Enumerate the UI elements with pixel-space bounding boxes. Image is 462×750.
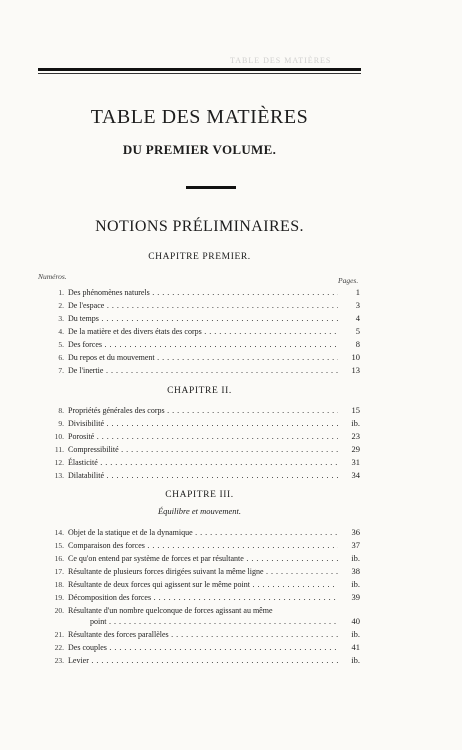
entry-page: 41: [351, 642, 360, 652]
toc-entry: [36, 417, 360, 430]
entry-page: 10: [351, 352, 360, 362]
entry-number: 14.: [54, 528, 64, 537]
entry-page: 31: [351, 457, 360, 467]
toc-entry: [36, 443, 360, 456]
entry-number: 18.: [54, 580, 64, 589]
entry-number: 9.: [58, 419, 64, 428]
toc-list-chapter-3: [36, 526, 360, 667]
entry-number: 12.: [54, 458, 64, 467]
entry-page: 29: [351, 444, 360, 454]
entry-title: De l'espace: [68, 301, 105, 310]
page-subtitle: DU PREMIER VOLUME.: [122, 142, 277, 157]
entry-page: 4: [355, 313, 360, 323]
toc-entry: [36, 552, 360, 565]
toc-entry: [36, 526, 360, 539]
entry-title: Du temps: [68, 314, 99, 323]
entry-number: 20.: [54, 606, 64, 615]
entry-page: ib.: [351, 629, 360, 639]
entry-page: 37: [351, 540, 360, 550]
entry-page: ib.: [351, 579, 360, 589]
entry-number: 3.: [58, 314, 64, 323]
toc-entry: [36, 430, 360, 443]
entry-page: 1: [355, 287, 360, 297]
entry-number: 2.: [58, 301, 64, 310]
entry-number: 6.: [58, 353, 64, 362]
toc-list-chapter-2: [36, 404, 360, 482]
chapter-heading: CHAPITRE II.: [167, 386, 232, 396]
column-label-numbers: Numéros.: [38, 272, 67, 281]
entry-page: 38: [351, 566, 360, 576]
toc-entry: [36, 299, 360, 312]
entry-number: 1.: [58, 288, 64, 297]
entry-number: 21.: [54, 630, 64, 639]
toc-entry: [36, 338, 360, 351]
entry-title: Propriétés générales des corps: [68, 406, 165, 415]
page-title: TABLE DES MATIÈRES: [90, 106, 309, 128]
toc-entry: [36, 286, 360, 299]
entry-title: De la matière et des divers états des corps: [68, 327, 202, 336]
toc-entry: [36, 539, 360, 552]
toc-entry: [36, 469, 360, 482]
toc-entry: [36, 591, 360, 604]
entry-page: 40: [351, 616, 360, 626]
entry-title: Des phénomènes naturels: [68, 288, 150, 297]
toc-entry: [36, 351, 360, 364]
entry-title: Résultante de deux forces qui agissent sur le même point: [68, 580, 250, 589]
entry-title: Résultante de plusieurs forces dirigées suivant la même ligne: [68, 567, 264, 576]
entry-page: 23: [351, 431, 360, 441]
ornamental-rule: [186, 186, 236, 189]
entry-title: Ce qu'on entend par système de forces et par résultante: [68, 554, 244, 563]
entry-title: Porosité: [68, 432, 95, 441]
toc-entry: [36, 578, 360, 591]
entry-number: 15.: [54, 541, 64, 550]
entry-page: 15: [351, 405, 360, 415]
toc-entry: [36, 654, 360, 667]
toc-entry: [36, 364, 360, 377]
entry-title: Des couples: [68, 643, 107, 652]
entry-number: 13.: [54, 471, 64, 480]
entry-title: De l'inertie: [68, 366, 104, 375]
entry-title: Divisibilité: [68, 419, 104, 428]
section-title: NOTIONS PRÉLIMINAIRES.: [95, 218, 304, 235]
entry-title: point: [90, 617, 107, 626]
entry-number: 7.: [58, 366, 64, 375]
entry-title: Des forces: [68, 340, 102, 349]
entry-page: 3: [355, 300, 360, 310]
entry-page: 8: [355, 339, 360, 349]
toc-list-chapter-1: [36, 286, 360, 377]
entry-page: ib.: [351, 418, 360, 428]
entry-number: 5.: [58, 340, 64, 349]
entry-title: Levier: [68, 656, 89, 665]
top-rule-thin: [38, 73, 361, 74]
entry-number: 23.: [54, 656, 64, 665]
entry-number: 16.: [54, 554, 64, 563]
running-head: TABLE DES MATIÈRES: [230, 56, 332, 65]
entry-page: ib.: [351, 553, 360, 563]
chapter-heading: CHAPITRE PREMIER.: [148, 252, 251, 262]
entry-number: 4.: [58, 327, 64, 336]
entry-page: 39: [351, 592, 360, 602]
entry-title: Dilatabilité: [68, 471, 104, 480]
toc-entry: [36, 456, 360, 469]
column-label-pages: Pages.: [338, 276, 359, 285]
toc-entry: [36, 312, 360, 325]
entry-number: 22.: [54, 643, 64, 652]
toc-entry: [36, 565, 360, 578]
entry-page: 5: [355, 326, 360, 336]
entry-title: Décomposition des forces: [68, 593, 152, 602]
entry-number: 11.: [54, 445, 64, 454]
entry-page: 34: [351, 470, 360, 480]
entry-number: 10.: [54, 432, 64, 441]
entry-title: Compressibilité: [68, 445, 119, 454]
top-rule: [38, 68, 361, 71]
toc-entry: [36, 604, 360, 615]
entry-number: 17.: [54, 567, 64, 576]
toc-entry: [36, 404, 360, 417]
entry-title: Résultante d'un nombre quelconque de forces agissant au même: [68, 606, 273, 615]
entry-title: Élasticité: [68, 458, 98, 467]
entry-page: 13: [351, 365, 360, 375]
toc-entry: [36, 628, 360, 641]
toc-entry: [36, 641, 360, 654]
entry-title: Résultante des forces parallèles: [68, 630, 169, 639]
toc-entry: [36, 325, 360, 338]
chapter-heading: CHAPITRE III.: [165, 490, 234, 500]
chapter-subheading: Équilibre et mouvement.: [157, 506, 241, 516]
entry-page: 36: [351, 527, 360, 537]
toc-entry: [36, 615, 360, 628]
entry-title: Comparaison des forces: [68, 541, 145, 550]
entry-title: Objet de la statique et de la dynamique: [68, 528, 193, 537]
entry-title: Du repos et du mouvement: [68, 353, 155, 362]
entry-page: ib.: [351, 655, 360, 665]
entry-number: 8.: [58, 406, 64, 415]
entry-number: 19.: [54, 593, 64, 602]
